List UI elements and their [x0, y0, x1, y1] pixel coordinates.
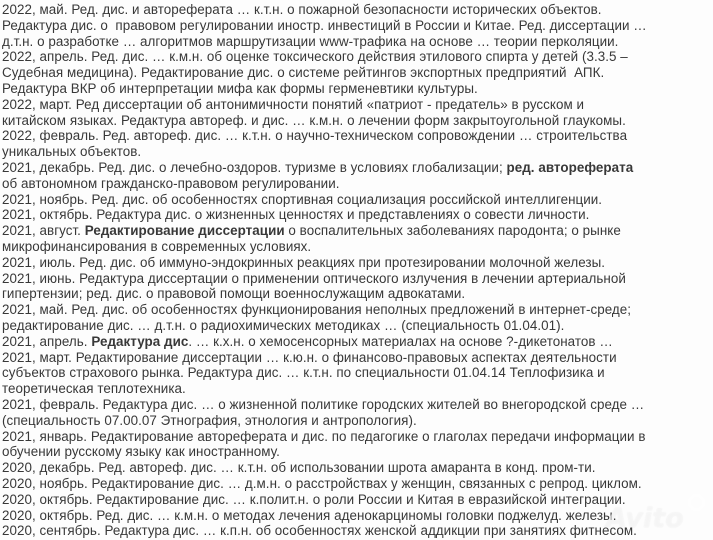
text-line: [2, 271, 713, 287]
text-segment: 2021, июль. Ред. дис. об иммуно-эндокринных реакциях при протезировании молочной железы.: [2, 254, 606, 270]
text-line: [2, 286, 713, 302]
text-line: [2, 460, 713, 476]
text-line: [2, 397, 713, 413]
text-line: [2, 65, 713, 81]
text-line: [2, 523, 713, 539]
text-segment: гипертензии; ред. дис. о правовой помощи военнослужащим адвокатами.: [2, 286, 466, 302]
text-segment: 2021, декабрь. Ред. дис. о лечебно-оздоров. туризме в условиях глобализации;: [2, 159, 507, 175]
text-segment-bold: Редактирование диссертации: [84, 223, 285, 239]
text-segment: Судебная медицина). Редактирование дис. о системе рейтингов экспортных предприятий АПК.: [2, 65, 605, 81]
text-line: [2, 302, 713, 318]
text-line: [2, 444, 713, 460]
text-line: [2, 49, 713, 65]
text-line: [2, 381, 713, 397]
text-segment-bold: ред. автореферата: [506, 159, 634, 175]
text-line: [2, 413, 713, 429]
text-line: [2, 429, 713, 445]
text-segment: 2022, февраль. Ред. автореф. дис. … к.т.н. о научно-техническом сопровождении … строительства: [2, 128, 628, 144]
text-line: [2, 492, 713, 508]
text-segment: (специальность 07.00.07 Этнография, этнология и антропология).: [2, 412, 417, 428]
text-line: [2, 144, 713, 160]
text-segment: теоретическая теплотехника.: [2, 381, 186, 397]
text-segment: 2021, март. Редактирование диссертации … к.ю.н. о финансово-правовых аспектах деятельности: [2, 349, 617, 365]
text-segment: 2022, апрель. Ред. дис. … к.м.н. об оценке токсического действия этилового спирта у детей (3.3.5 –: [2, 49, 628, 65]
text-segment: 2021, апрель.: [2, 333, 92, 349]
text-line: [2, 176, 713, 192]
description-lines: [2, 2, 713, 539]
text-line: [2, 192, 713, 208]
text-segment: д.т.н. о разработке … алгоритмов маршрутизации www-трафика на основе … теории перколяции.: [2, 33, 619, 49]
text-segment: 2021, август.: [2, 223, 85, 239]
text-line: [2, 128, 713, 144]
text-segment: 2020, ноябрь. Редактирование дис. … д.м.н. о расстройствах у женщин, связанных с репрод. циклом.: [2, 475, 642, 491]
text-segment: микрофинансирования в современных условиях.: [2, 238, 312, 254]
text-segment: 2021, май. Ред. дис. об особенностях функционирования неполных предложений в интернет-среде;: [2, 302, 632, 318]
text-segment: редактирование дис. … д.т.н. о радиохимических методиках … (специальность 01.04.01).: [2, 317, 565, 333]
text-segment: 2020, декабрь. Ред. автореф. дис. … к.т.н. об использовании шрота амаранта в конд. пром-ти.: [2, 460, 596, 476]
text-line: [2, 81, 713, 97]
text-segment: Редактура дис. о правовом регулировании иностр. инвестиций в России и Китае. Ред. диссертации …: [2, 17, 647, 33]
text-segment: 2021, октябрь. Редактура дис. о жизненных ценностях и представлениях о совести личности.: [2, 207, 590, 223]
text-segment-bold: Редактура дис: [91, 333, 189, 349]
text-line: [2, 34, 713, 50]
text-segment: 2020, октябрь. Редактирование дис. … к.полит.н. о роли России и Китая в евразийской интеграции.: [2, 491, 626, 507]
text-line: [2, 318, 713, 334]
text-segment: уникальных объектов.: [2, 144, 142, 160]
text-segment: 2020, октябрь. Ред. дис. … к.м.н. о методах лечения аденокарциномы головки поджелуд. железы.: [2, 507, 617, 523]
text-segment: обучении русскому языку как иностранному.: [2, 444, 280, 460]
text-segment: о воспалительных заболеваниях пародонта; о рынке: [284, 223, 621, 239]
text-line: [2, 239, 713, 255]
text-segment: . … к.х.н. о хемосенсорных материалах на основе ?-дикетонатов …: [188, 333, 613, 349]
text-segment: об автономном гражданско-правовом регулировании.: [2, 175, 340, 191]
text-segment: 2021, июнь. Редактура диссертации о применении оптического излучения в лечении артериальной: [2, 270, 626, 286]
text-line: [2, 255, 713, 271]
text-segment: 2021, февраль. Редактура дис. … о жизненной политике городских жителей во внегородской среде …: [2, 396, 645, 412]
text-segment: 2020, сентябрь. Редактура дис. … к.п.н. об особенностях женской аддикции при занятиях фитнесом.: [2, 523, 637, 539]
text-segment: субъектов страхового рынка. Редактура дис. … к.т.н. по специальности 01.04.14 Теплофизика и: [2, 365, 605, 381]
text-line: [2, 365, 713, 381]
text-line: [2, 223, 713, 239]
text-line: [2, 334, 713, 350]
text-line: [2, 207, 713, 223]
text-segment: 2021, январь. Редактирование автореферата и дис. по педагогике о глаголах передачи информации в: [2, 428, 646, 444]
text-line: [2, 2, 713, 18]
text-line: [2, 97, 713, 113]
text-segment: 2022, май. Ред. дис. и автореферата … к.т.н. о пожарной безопасности исторических объектов.: [2, 2, 602, 17]
text-line: [2, 160, 713, 176]
text-segment: 2022, март. Ред диссертации об антонимичности понятий «патриот - предатель» в русском и: [2, 96, 585, 112]
text-line: [2, 350, 713, 366]
text-segment: 2021, ноябрь. Ред. дис. об особенностях спортивная социализация российской интеллигенции.: [2, 191, 603, 207]
text-line: [2, 508, 713, 524]
avito-watermark-text: Avito: [606, 503, 684, 534]
text-line: [2, 113, 713, 129]
text-line: [2, 476, 713, 492]
text-line: [2, 18, 713, 34]
text-segment: китайском языках. Редактура автореф. и дис. … к.м.н. о лечении форм закрытоугольной глаукомы.: [2, 112, 626, 128]
text-segment: Редактура ВКР об интерпретации мифа как формы герменевтики культуры.: [2, 80, 478, 96]
